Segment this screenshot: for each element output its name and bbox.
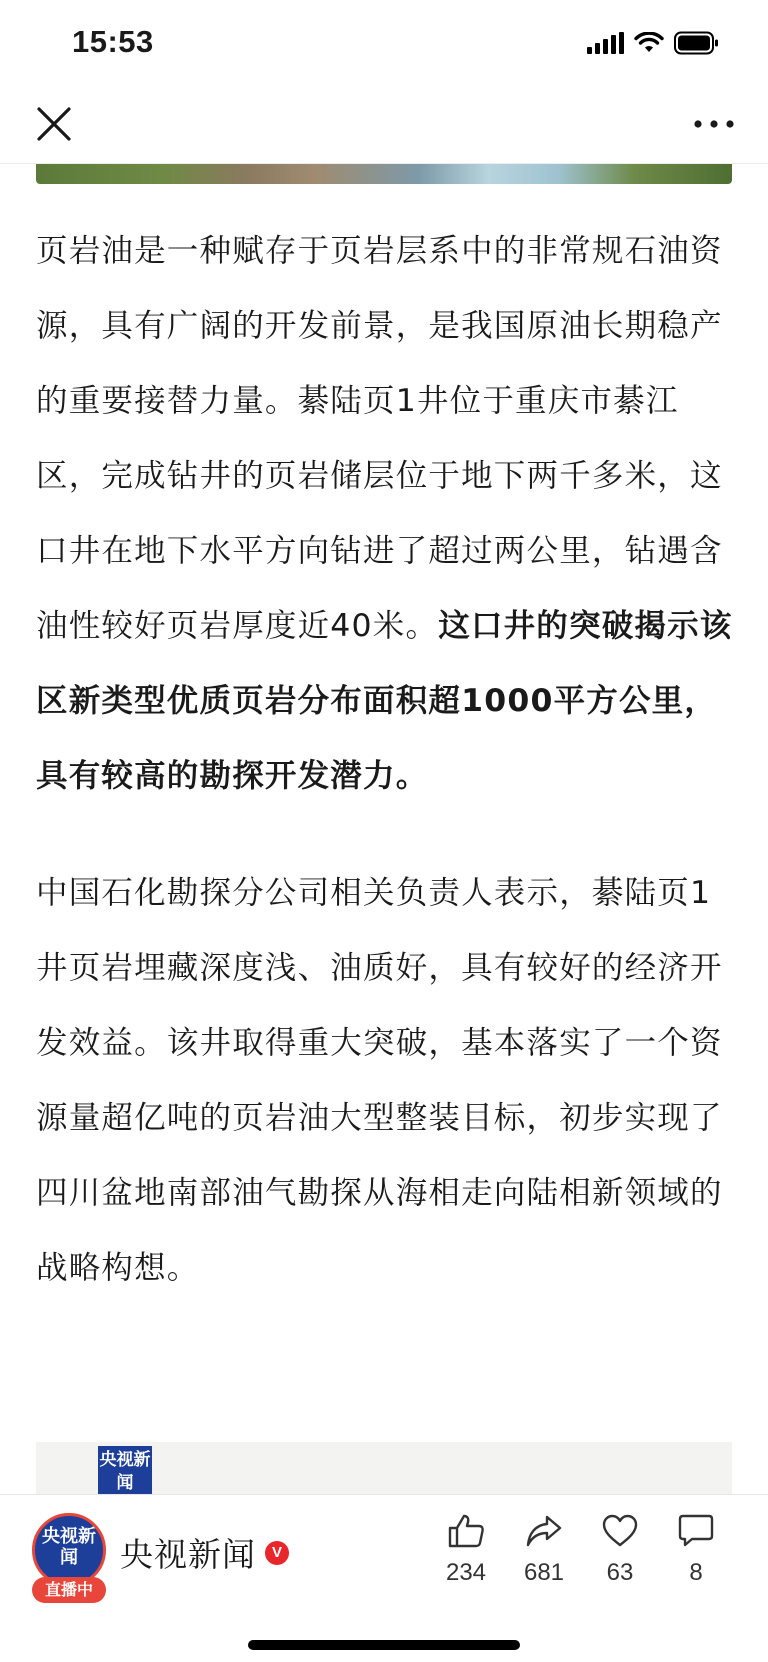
comment-icon bbox=[677, 1513, 715, 1549]
article-image[interactable] bbox=[36, 1442, 732, 1494]
article-paragraph-2: 中国石化勘探分公司相关负责人表示，綦陆页1井页岩埋藏深度浅、油质好，具有较好的经济开发效益。该井取得重大突破，基本落实了一个资源量超亿吨的页岩油大型整装目标，初步实现了四川盆地南部油气勘探从海相走向陆相新领域的战略构想。 bbox=[36, 875, 723, 1286]
thumbs-up-icon bbox=[447, 1513, 485, 1549]
share-icon bbox=[525, 1513, 563, 1549]
favorite-button[interactable] bbox=[582, 1513, 658, 1587]
more-button[interactable] bbox=[692, 104, 736, 144]
account-avatar[interactable] bbox=[32, 1513, 106, 1587]
wifi-icon bbox=[634, 32, 664, 54]
close-button[interactable] bbox=[34, 104, 74, 144]
account-name[interactable]: 央视新闻 bbox=[120, 1535, 256, 1574]
bottom-action-bar bbox=[0, 1494, 768, 1662]
favorite-count: 63 bbox=[606, 1559, 634, 1586]
nav-bar bbox=[0, 86, 768, 164]
close-icon bbox=[34, 104, 74, 144]
article-top-image bbox=[36, 164, 732, 184]
status-time: 15:53 bbox=[72, 24, 154, 59]
comment-button[interactable] bbox=[658, 1513, 734, 1587]
article-text bbox=[36, 214, 736, 1348]
comment-count: 8 bbox=[689, 1559, 703, 1586]
live-badge[interactable]: 直播中 bbox=[32, 1577, 106, 1603]
paragraph-1-bold-text: 这口井的突破揭示该区新类型优质页岩分布面积超1000平方公里，具有较高的勘探开发潜力。 bbox=[36, 608, 733, 794]
cellular-signal-icon bbox=[587, 32, 624, 54]
paragraph-1-text: 页岩油是一种赋存于页岩层系中的非常规石油资源，具有广阔的开发前景，是我国原油长期稳产的重要接替力量。綦陆页1井位于重庆市綦江区，完成钻井的页岩储层位于地下两千多米，这口井在地下水平方向钻进了超过两公里，钻遇含油性较好页岩厚度近40米。 bbox=[36, 233, 723, 644]
heart-icon bbox=[601, 1513, 639, 1549]
share-count: 681 bbox=[523, 1559, 565, 1586]
status-icons bbox=[587, 30, 720, 56]
like-button[interactable] bbox=[428, 1513, 504, 1587]
home-indicator[interactable] bbox=[248, 1640, 520, 1650]
status-bar bbox=[0, 0, 768, 86]
verified-icon: V bbox=[265, 1541, 289, 1565]
avatar-text: 央视新闻 bbox=[42, 1526, 96, 1568]
article-content[interactable] bbox=[0, 164, 768, 1494]
battery-icon bbox=[674, 31, 720, 55]
more-icon bbox=[692, 104, 736, 144]
cctv-news-logo: 央视新闻 bbox=[98, 1446, 152, 1494]
article-paragraph-1 bbox=[36, 214, 736, 814]
share-button[interactable] bbox=[506, 1513, 582, 1587]
like-count: 234 bbox=[445, 1559, 487, 1586]
